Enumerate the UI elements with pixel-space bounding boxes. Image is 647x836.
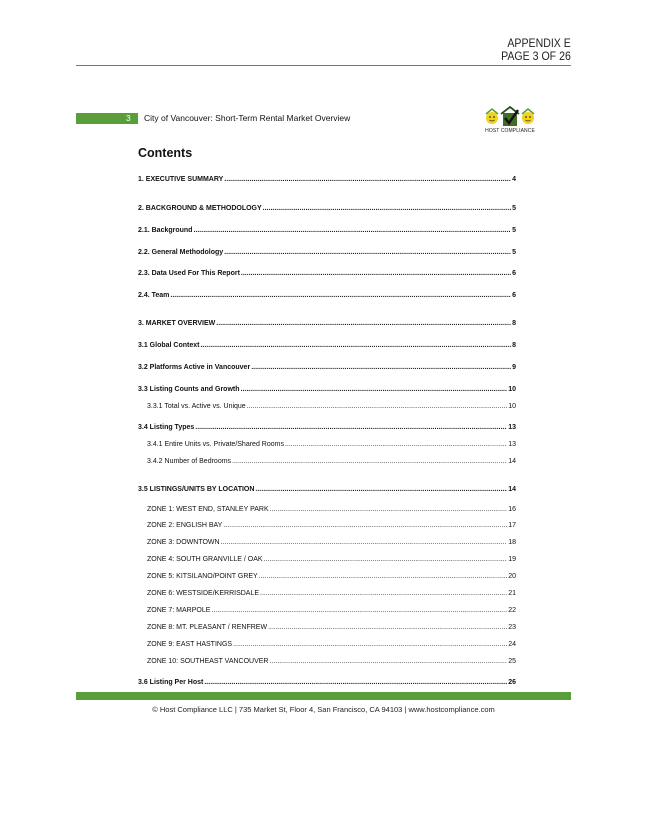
toc-entry[interactable] bbox=[147, 505, 516, 514]
toc-title: 2. BACKGROUND & METHODOLOGY bbox=[138, 205, 262, 212]
toc-page: 13 bbox=[508, 424, 516, 431]
toc-entry[interactable] bbox=[147, 521, 516, 530]
toc-page: 19 bbox=[508, 556, 516, 563]
toc-title: 3.5 LISTINGS/UNITS BY LOCATION bbox=[138, 486, 255, 493]
toc-title: ZONE 5: KITSILANO/POINT GREY bbox=[147, 573, 258, 580]
toc-title: 2.1. Background bbox=[138, 227, 193, 234]
toc-title: ZONE 9: EAST HASTINGS bbox=[147, 641, 233, 648]
toc-page: 5 bbox=[512, 227, 516, 234]
toc-entry[interactable] bbox=[138, 248, 516, 257]
toc-page: 25 bbox=[508, 658, 516, 665]
toc-title: 3. MARKET OVERVIEW bbox=[138, 320, 216, 327]
toc-title: ZONE 1: WEST END, STANLEY PARK bbox=[147, 506, 269, 513]
toc-page: 24 bbox=[508, 641, 516, 648]
toc-page: 16 bbox=[508, 506, 516, 513]
toc-entry[interactable] bbox=[147, 538, 516, 547]
toc-entry[interactable] bbox=[138, 269, 516, 278]
toc-page: 20 bbox=[508, 573, 516, 580]
toc-entry[interactable] bbox=[147, 623, 516, 632]
toc-title: 3.6 Listing Per Host bbox=[138, 679, 204, 686]
toc-page: 14 bbox=[508, 458, 516, 465]
toc-entry[interactable] bbox=[147, 555, 516, 564]
toc-title: 3.4.1 Entire Units vs. Private/Shared Rooms bbox=[147, 441, 284, 448]
toc-entry[interactable] bbox=[138, 204, 516, 213]
logo-icon bbox=[482, 106, 538, 128]
appendix-label bbox=[495, 38, 571, 64]
toc-title: ZONE 4: SOUTH GRANVILLE / OAK bbox=[147, 556, 263, 563]
toc-title: ZONE 8: MT. PLEASANT / RENFREW bbox=[147, 624, 268, 631]
toc-entry[interactable] bbox=[147, 440, 516, 449]
toc-title: 2.3. Data Used For This Report bbox=[138, 270, 240, 277]
toc-title: 2.4. Team bbox=[138, 292, 170, 299]
toc-page: 18 bbox=[508, 539, 516, 546]
page-indicator: PAGE 3 OF 26 bbox=[501, 51, 571, 63]
toc-page: 9 bbox=[512, 364, 516, 371]
toc-page: 17 bbox=[508, 522, 516, 529]
logo-text: HOST COMPLIANCE bbox=[485, 128, 535, 134]
toc-entry[interactable] bbox=[138, 363, 516, 372]
toc-page: 6 bbox=[512, 270, 516, 277]
appendix-title: APPENDIX E bbox=[507, 38, 571, 50]
toc-page: 10 bbox=[508, 403, 516, 410]
toc-title: 3.3 Listing Counts and Growth bbox=[138, 386, 240, 393]
section-title: City of Vancouver: Short-Term Rental Market Overview bbox=[144, 113, 351, 123]
toc-title: 2.2. General Methodology bbox=[138, 249, 224, 256]
toc-entry[interactable] bbox=[138, 385, 516, 394]
toc-page: 22 bbox=[508, 607, 516, 614]
toc-entry[interactable] bbox=[138, 423, 516, 432]
toc-page: 5 bbox=[512, 205, 516, 212]
toc-title: ZONE 3: DOWNTOWN bbox=[147, 539, 220, 546]
header-rule bbox=[76, 65, 571, 66]
toc-entry[interactable] bbox=[147, 589, 516, 598]
toc-page: 5 bbox=[512, 249, 516, 256]
toc-title: ZONE 7: MARPOLE bbox=[147, 607, 211, 614]
toc-page: 4 bbox=[512, 176, 516, 183]
toc-entry[interactable] bbox=[138, 485, 516, 494]
contents-heading: Contents bbox=[138, 146, 193, 160]
toc-title: ZONE 10: SOUTHEAST VANCOUVER bbox=[147, 658, 269, 665]
toc-entry[interactable] bbox=[147, 606, 516, 615]
toc-page: 23 bbox=[508, 624, 516, 631]
toc-title: 3.3.1 Total vs. Active vs. Unique bbox=[147, 403, 246, 410]
toc-page: 8 bbox=[512, 342, 516, 349]
toc-entry[interactable] bbox=[147, 457, 516, 466]
toc-entry[interactable] bbox=[138, 341, 516, 350]
toc-page: 8 bbox=[512, 320, 516, 327]
toc-page: 21 bbox=[508, 590, 516, 597]
toc-title: ZONE 2: ENGLISH BAY bbox=[147, 522, 223, 529]
toc-entry[interactable] bbox=[138, 678, 516, 687]
toc-page: 14 bbox=[508, 486, 516, 493]
toc-page: 6 bbox=[512, 292, 516, 299]
toc-entry[interactable] bbox=[138, 291, 516, 300]
host-compliance-logo bbox=[478, 106, 542, 136]
toc-entry[interactable] bbox=[147, 402, 516, 411]
toc-title: 3.4.2 Number of Bedrooms bbox=[147, 458, 232, 465]
section-number: 3 bbox=[126, 113, 131, 123]
toc-entry[interactable] bbox=[147, 640, 516, 649]
toc-page: 10 bbox=[508, 386, 516, 393]
toc-entry[interactable] bbox=[147, 572, 516, 581]
toc-page: 26 bbox=[508, 679, 516, 686]
toc-entry[interactable] bbox=[138, 226, 516, 235]
toc-entry[interactable] bbox=[147, 657, 516, 666]
toc-title: ZONE 6: WESTSIDE/KERRISDALE bbox=[147, 590, 260, 597]
toc-title: 3.1 Global Context bbox=[138, 342, 200, 349]
toc-title: 3.4 Listing Types bbox=[138, 424, 195, 431]
toc-title: 1. EXECUTIVE SUMMARY bbox=[138, 176, 224, 183]
footer-bar bbox=[76, 692, 571, 700]
footer-text: © Host Compliance LLC | 735 Market St, Floor 4, San Francisco, CA 94103 | www.hostcompliance.com bbox=[152, 705, 495, 714]
toc-entry[interactable] bbox=[138, 175, 516, 184]
toc-entry[interactable] bbox=[138, 319, 516, 328]
toc-title: 3.2 Platforms Active in Vancouver bbox=[138, 364, 251, 371]
toc-page: 13 bbox=[508, 441, 516, 448]
